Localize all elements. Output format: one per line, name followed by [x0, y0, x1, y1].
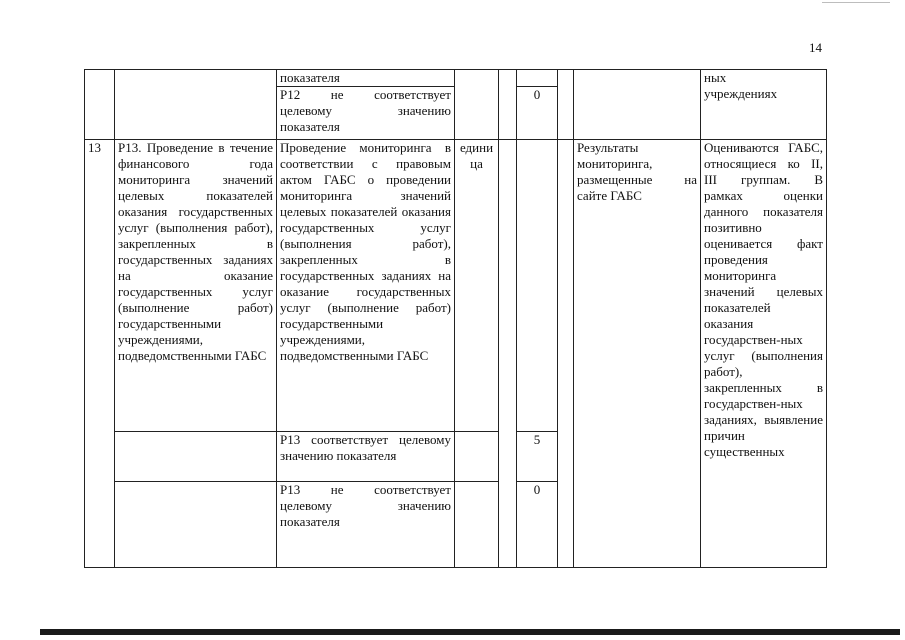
criterion-r12-no-text: P12 не соответствует целевому значению показателя: [280, 87, 451, 134]
cell-gap-r13: [499, 140, 517, 568]
cell-name-r13-no-empty: [115, 482, 277, 568]
cell-unit-r13: [455, 140, 499, 432]
cell-description-tail: [277, 70, 455, 87]
points-r13-no-value: 0: [533, 482, 541, 497]
points-r13-yes-value: 5: [533, 432, 541, 447]
cell-comment-r13: [701, 140, 827, 568]
cell-unit-r13-no-empty: [455, 482, 499, 568]
cell-criterion-r13-yes: [277, 432, 455, 482]
points-r12-no-value: 0: [533, 87, 541, 102]
comment-tail-line-2: учреждениях: [704, 86, 778, 101]
cell-source-r13: [574, 140, 701, 568]
table-row-r13-main: [85, 140, 827, 432]
cell-gap-empty: [499, 70, 517, 140]
table-row-r12-continuation: [85, 70, 827, 87]
evaluation-table: [84, 69, 827, 568]
cell-points-r13-main-empty: [517, 140, 558, 432]
cell-points-empty: [517, 70, 558, 87]
cell-number-empty: [85, 70, 115, 140]
cell-gap-empty-2: [558, 70, 574, 140]
indicator-description-r13: Проведение мониторинга в соответствии с правовым актом ГАБС о проведении мониторинга значений целевых показателей оказания государственных услуг (выполнения работ), закрепленных в государственных заданиях на оказание государственных услуг (выполнение работ) государственными учреждениями, подведомственными ГАБС: [280, 140, 451, 363]
cell-points-r12-no: [517, 87, 558, 140]
cell-number-r13: [85, 140, 115, 568]
cell-source-empty: [574, 70, 701, 140]
scan-mark: [822, 2, 890, 3]
description-tail-text: показателя: [280, 70, 340, 85]
criterion-r13-yes-text: P13 соответствует целевому значению показателя: [280, 432, 451, 463]
unit-r13: единица: [459, 140, 494, 171]
cell-gap-r13-2: [558, 140, 574, 568]
cell-name-empty: [115, 70, 277, 140]
indicator-name-r13: P13. Проведение в течение финансового года мониторинга значений целевых показателей оказания государственных услуг (выполнения работ), закрепленных в государственных заданиях на оказание государственных услуг (выполнение работ) государственными учреждениями, подведомственными ГАБС: [118, 140, 273, 363]
comment-tail-line-1: ных: [704, 70, 727, 85]
cell-criterion-r13-no: [277, 482, 455, 568]
source-r13: Результаты мониторинга, размещенные на сайте ГАБС: [577, 140, 697, 203]
criterion-r13-no-text: P13 не соответствует целевому значению показателя: [280, 482, 451, 529]
cell-unit-empty: [455, 70, 499, 140]
cell-description-r13: [277, 140, 455, 432]
cell-points-r13-yes: [517, 432, 558, 482]
cell-comment-tail: [701, 70, 827, 140]
comment-r13: Оцениваются ГАБС, относящиеся ко II, III группам. В рамках оценки данного показателя позитивно оценивается факт проведения мониторинга значений целевых показателей оказания государствен-ных услуг (выполнения работ), закрепленных в государствен-ных заданиях, выявление причин существенных: [704, 140, 823, 459]
scan-bottom-edge: [40, 629, 900, 635]
cell-criterion-r12-no: [277, 87, 455, 140]
page-number: 14: [809, 40, 822, 55]
row-number-r13: 13: [88, 140, 101, 155]
cell-points-r13-no: [517, 482, 558, 568]
cell-name-r13-yes-empty: [115, 432, 277, 482]
cell-unit-r13-yes-empty: [455, 432, 499, 482]
cell-name-r13: [115, 140, 277, 432]
